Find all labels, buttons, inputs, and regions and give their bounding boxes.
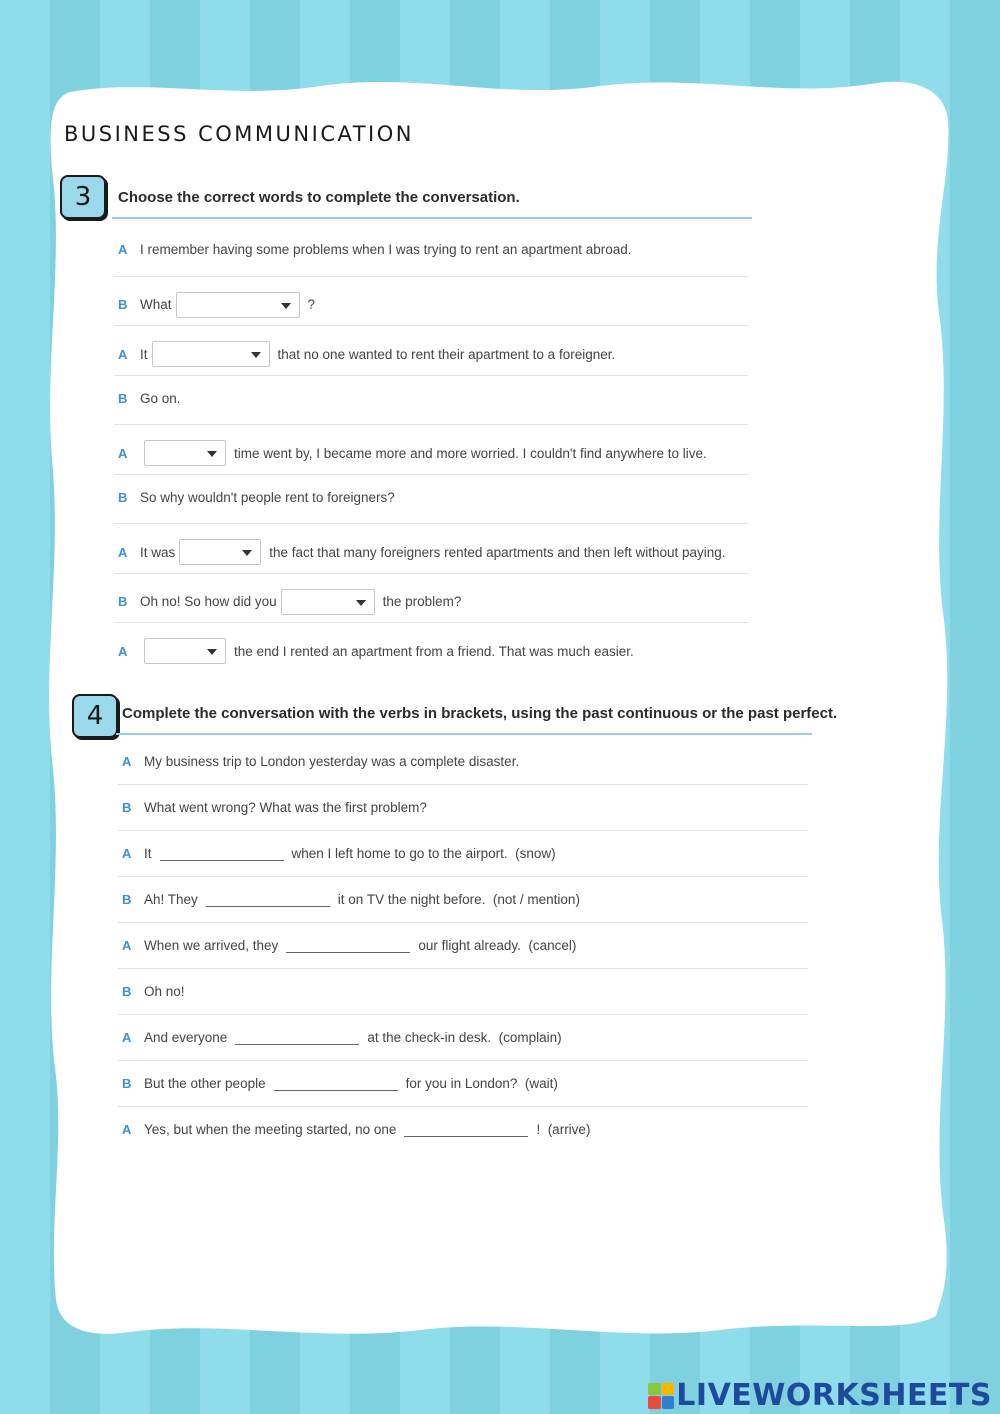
row-divider <box>118 1106 808 1107</box>
dialogue-text: What <box>140 297 172 312</box>
dialogue-row <box>118 638 634 664</box>
row-divider <box>114 325 748 326</box>
dialogue-text: It was <box>140 544 176 560</box>
exercise-3-answer-dropdown[interactable] <box>152 341 270 367</box>
row-divider <box>118 1060 808 1061</box>
row-divider <box>114 276 748 277</box>
dialogue-row <box>118 292 315 318</box>
exercise-4-answer-blank[interactable] <box>160 846 284 861</box>
dialogue-text: when I left home to go to the airport. (snow) <box>291 846 556 861</box>
speaker-label: A <box>118 544 128 560</box>
dialogue-text: So why wouldn't people rent to foreigners? <box>140 489 395 505</box>
row-divider <box>114 523 748 524</box>
dialogue-text: our flight already. (cancel) <box>418 938 577 953</box>
logo-square-blue <box>662 1396 675 1409</box>
dialogue-text: It <box>144 846 152 861</box>
exercise-4-divider <box>116 733 812 735</box>
dialogue-text: ? <box>307 297 316 312</box>
chevron-down-icon <box>242 550 252 556</box>
exercise-4-number-badge: 4 <box>72 694 118 738</box>
speaker-label: B <box>122 892 132 907</box>
row-divider <box>118 922 808 923</box>
row-divider <box>118 784 808 785</box>
dialogue-row <box>122 984 185 999</box>
speaker-label: A <box>118 445 128 461</box>
liveworksheets-logo-icon <box>648 1383 674 1409</box>
exercise-3-number-badge: 3 <box>60 175 106 219</box>
dialogue-row <box>122 846 556 861</box>
dialogue-text: Oh no! <box>144 984 185 999</box>
exercise-4-answer-blank[interactable] <box>206 892 330 907</box>
exercise-4-answer-blank[interactable] <box>404 1122 528 1137</box>
exercise-4-instruction: Complete the conversation with the verbs in brackets, using the past continuous or the past perfect. <box>122 705 838 722</box>
speaker-label: A <box>118 643 128 659</box>
dialogue-text: Go on. <box>140 390 181 406</box>
dialogue-text: for you in London? (wait) <box>405 1076 558 1091</box>
dialogue-row <box>122 800 427 815</box>
speaker-label: A <box>122 938 132 953</box>
brand-text: LIVEWORKSHEETS <box>676 1378 992 1413</box>
speaker-label: B <box>118 489 128 505</box>
dialogue-row <box>118 539 726 565</box>
exercise-3-divider <box>112 217 752 219</box>
dialogue-text: it on TV the night before. (not / mention) <box>337 892 580 907</box>
dialogue-row <box>122 754 519 769</box>
speaker-label: A <box>122 846 132 861</box>
row-divider <box>118 876 808 877</box>
dialogue-row <box>122 1122 590 1137</box>
speaker-label: A <box>122 1122 132 1137</box>
dialogue-row <box>118 242 632 257</box>
row-divider <box>118 1014 808 1015</box>
exercise-3-answer-dropdown[interactable] <box>144 638 226 664</box>
liveworksheets-brand <box>648 1378 992 1413</box>
row-divider <box>118 830 808 831</box>
logo-square-red <box>648 1396 661 1409</box>
dialogue-text: When we arrived, they <box>144 938 279 953</box>
chevron-down-icon <box>251 352 261 358</box>
exercise-3-answer-dropdown[interactable] <box>179 539 261 565</box>
dialogue-row <box>122 1076 558 1091</box>
exercise-4-answer-blank[interactable] <box>286 938 410 953</box>
row-divider <box>114 375 748 376</box>
exercise-3-answer-dropdown[interactable] <box>281 589 375 615</box>
dialogue-text: My business trip to London yesterday was a complete disaster. <box>144 754 520 769</box>
dialogue-text: What went wrong? What was the first problem? <box>144 800 427 815</box>
speaker-label: A <box>122 1030 132 1045</box>
speaker-label: A <box>118 346 128 362</box>
chevron-down-icon <box>207 649 217 655</box>
dialogue-text: Oh no! So how did you <box>140 594 277 609</box>
dialogue-row <box>118 490 395 505</box>
row-divider <box>114 424 748 425</box>
row-divider <box>114 622 748 623</box>
chevron-down-icon <box>281 303 291 309</box>
row-divider <box>114 573 748 574</box>
dialogue-text: ! (arrive) <box>536 1122 591 1137</box>
dialogue-text: at the check-in desk. (complain) <box>367 1030 562 1045</box>
dialogue-text: the fact that many foreigners rented apartments and then left without paying. <box>269 544 726 560</box>
exercise-3-instruction: Choose the correct words to complete the conversation. <box>118 189 520 206</box>
page-title: BUSINESS COMMUNICATION <box>64 122 414 146</box>
logo-square-green <box>648 1383 661 1396</box>
dialogue-text: the problem? <box>382 594 462 609</box>
dialogue-row <box>118 440 707 466</box>
exercise-4-answer-blank[interactable] <box>274 1076 398 1091</box>
speaker-label: A <box>118 242 128 257</box>
speaker-label: A <box>122 754 132 769</box>
dialogue-text: But the other people <box>144 1076 266 1091</box>
dialogue-row <box>122 892 580 907</box>
speaker-label: B <box>118 390 128 406</box>
dialogue-row <box>118 391 181 406</box>
logo-square-yellow <box>662 1383 675 1396</box>
chevron-down-icon <box>207 451 217 457</box>
dialogue-text: the end I rented an apartment from a friend. That was much easier. <box>234 643 634 659</box>
exercise-4-answer-blank[interactable] <box>235 1030 359 1045</box>
dialogue-text: time went by, I became more and more worried. I couldn't find anywhere to live. <box>234 445 707 461</box>
chevron-down-icon <box>356 600 366 606</box>
dialogue-text: Yes, but when the meeting started, no one <box>144 1122 397 1137</box>
dialogue-row <box>118 589 461 615</box>
dialogue-row <box>122 938 576 953</box>
speaker-label: B <box>118 594 128 609</box>
row-divider <box>118 968 808 969</box>
speaker-label: B <box>118 297 128 312</box>
dialogue-row <box>122 1030 562 1045</box>
speaker-label: B <box>122 984 132 999</box>
dialogue-row <box>118 341 615 367</box>
speaker-label: B <box>122 1076 132 1091</box>
dialogue-text: It <box>140 346 148 362</box>
row-divider <box>114 474 748 475</box>
speaker-label: B <box>122 800 132 815</box>
exercise-3-answer-dropdown[interactable] <box>144 440 226 466</box>
dialogue-text: that no one wanted to rent their apartment to a foreigner. <box>277 346 616 362</box>
exercise-3-answer-dropdown[interactable] <box>176 292 300 318</box>
dialogue-text: I remember having some problems when I was trying to rent an apartment abroad. <box>140 242 632 257</box>
dialogue-text: Ah! They <box>144 892 198 907</box>
dialogue-text: And everyone <box>144 1030 228 1045</box>
